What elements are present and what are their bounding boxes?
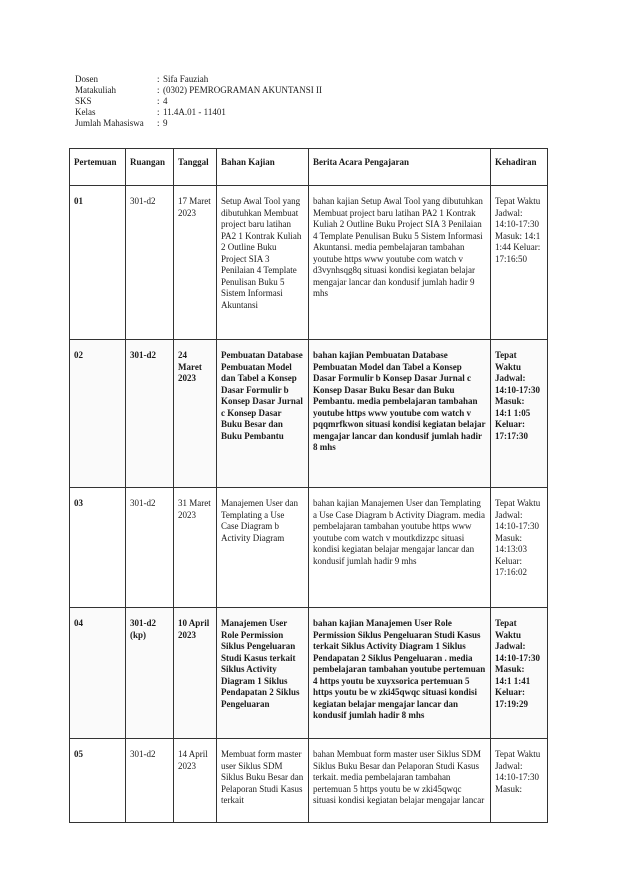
- meta-separator: :: [157, 107, 160, 117]
- table-row: [70, 608, 548, 739]
- table-row: [70, 739, 548, 823]
- cell-pertemuan: 05: [70, 739, 126, 823]
- meta-label: Jumlah Mahasiswa: [75, 118, 144, 128]
- cell-kehadiran: Tepat Waktu Jadwal: 14:10-17:30 Masuk: 14:1 1:05 Keluar: 17:17:30: [491, 340, 548, 488]
- cell-bahan-kajian: Manajemen User Role Permission Siklus Pengeluaran Studi Kasus terkait Siklus Activity Diagram 1 Siklus Pendapatan 2 Siklus Pengeluaran: [217, 608, 309, 739]
- cell-pertemuan: 03: [70, 488, 126, 608]
- table-row: [70, 488, 548, 608]
- cell-bahan-kajian: Manajemen User dan Templating a Use Case Diagram b Activity Diagram: [217, 488, 309, 608]
- meta-row-kelas: [75, 107, 322, 118]
- meta-label: Dosen: [75, 74, 98, 84]
- header-berita-acara: Berita Acara Pengajaran: [309, 149, 491, 186]
- cell-berita-acara: bahan kajian Manajemen User Role Permission Siklus Pengeluaran Studi Kasus terkait Siklus Activity Diagram 1 Siklus Pendapatan 2 Siklus Pengeluaran . media pembelajaran tambahan youtube pertemuan 4 https youtu be xuyxsorica pertemuan 5 https youtu be w zki45qwqc situasi kondisi kegiatan belajar mengajar lancar dan kondusif jumlah hadir 8 mhs: [309, 608, 491, 739]
- table-header-row: [70, 149, 548, 186]
- meta-label: Matakuliah: [75, 85, 116, 95]
- meta-row-sks: [75, 96, 322, 107]
- cell-tanggal: 24 Maret 2023: [174, 340, 217, 488]
- cell-tanggal: 17 Maret 2023: [174, 186, 217, 340]
- cell-ruangan: 301-d2: [126, 340, 174, 488]
- cell-berita-acara: bahan kajian Manajemen User dan Templating a Use Case Diagram b Activity Diagram. media pembelajaran tambahan youtube https www youtube com watch v moutkdizzpc situasi kondisi kegiatan belajar mengajar lancar dan kondusif jumlah hadir 9 mhs: [309, 488, 491, 608]
- meta-separator: :: [157, 74, 160, 84]
- header-pertemuan: Pertemuan: [70, 149, 126, 186]
- cell-bahan-kajian: Membuat form master user Siklus SDM Siklus Buku Besar dan Pelaporan Studi Kasus terkait: [217, 739, 309, 823]
- cell-berita-acara: bahan kajian Setup Awal Tool yang dibutuhkan Membuat project baru latihan PA2 1 Kontrak Kuliah 2 Outline Buku Project SIA 3 Penilaian 4 Template Penulisan Buku 5 Sistem Informasi Akuntansi. media pembelajaran tambahan youtube https www youtube com watch v d3vynhsqg8q situasi kondisi kegiatan belajar mengajar lancar dan kondusif jumlah hadir 9 mhs: [309, 186, 491, 340]
- cell-kehadiran: Tepat Waktu Jadwal: 14:10-17:30 Masuk: 14:1 1:41 Keluar: 17:19:29: [491, 608, 548, 739]
- cell-bahan-kajian: Setup Awal Tool yang dibutuhkan Membuat project baru latihan PA2 1 Kontrak Kuliah 2 Outline Buku Project SIA 3 Penilaian 4 Template Penulisan Buku 5 Sistem Informasi Akuntansi: [217, 186, 309, 340]
- meta-value: (0302) PEMROGRAMAN AKUNTANSI II: [163, 85, 323, 95]
- cell-ruangan: 301-d2: [126, 488, 174, 608]
- table-row: [70, 186, 548, 340]
- header-tanggal: Tanggal: [174, 149, 217, 186]
- cell-ruangan: 301-d2: [126, 186, 174, 340]
- cell-ruangan: 301-d2 (kp): [126, 608, 174, 739]
- cell-pertemuan: 04: [70, 608, 126, 739]
- cell-kehadiran: Tepat Waktu Jadwal: 14:10-17:30 Masuk: 14:1 1:44 Keluar: 17:16:50: [491, 186, 548, 340]
- cell-pertemuan: 01: [70, 186, 126, 340]
- meta-row-jumlah-mahasiswa: [75, 118, 322, 129]
- table-row: [70, 340, 548, 488]
- cell-kehadiran: Tepat Waktu Jadwal: 14:10-17:30 Masuk:: [491, 739, 548, 823]
- meta-label: Kelas: [75, 107, 96, 117]
- meta-separator: :: [157, 118, 160, 128]
- header-ruangan: Ruangan: [126, 149, 174, 186]
- cell-berita-acara: bahan Membuat form master user Siklus SDM Siklus Buku Besar dan Pelaporan Studi Kasus terkait. media pembelajaran tambahan pertemuan 5 https youtu be w zki45qwqc situasi kondisi kegiatan belajar mengajar lancar: [309, 739, 491, 823]
- cell-bahan-kajian: Pembuatan Database Pembuatan Model dan Tabel a Konsep Dasar Formulir b Konsep Dasar Jurnal c Konsep Dasar Buku Besar dan Buku Pembantu: [217, 340, 309, 488]
- meta-row-matakuliah: [75, 85, 322, 96]
- meta-value: 9: [163, 118, 168, 128]
- cell-tanggal: 14 April 2023: [174, 739, 217, 823]
- cell-berita-acara: bahan kajian Pembuatan Database Pembuatan Model dan Tabel a Konsep Dasar Formulir b Konsep Dasar Jurnal c Konsep Dasar Buku Besar dan Buku Pembantu. media pembelajaran tambahan youtube https www youtube com watch v pqqmrfkwon situasi kondisi kegiatan belajar mengajar lancar dan kondusif jumlah hadir 8 mhs: [309, 340, 491, 488]
- meta-row-dosen: [75, 74, 322, 85]
- meta-label: SKS: [75, 96, 92, 106]
- meta-separator: :: [157, 96, 160, 106]
- attendance-table: [69, 148, 548, 823]
- header-kehadiran: Kehadiran: [491, 149, 548, 186]
- cell-tanggal: 10 April 2023: [174, 608, 217, 739]
- meta-value: Sifa Fauziah: [163, 74, 209, 84]
- cell-pertemuan: 02: [70, 340, 126, 488]
- cell-ruangan: 301-d2: [126, 739, 174, 823]
- course-meta: [75, 74, 322, 129]
- header-bahan-kajian: Bahan Kajian: [217, 149, 309, 186]
- meta-separator: :: [157, 85, 160, 95]
- meta-value: 11.4A.01 - 11401: [163, 107, 226, 117]
- cell-tanggal: 31 Maret 2023: [174, 488, 217, 608]
- cell-kehadiran: Tepat Waktu Jadwal: 14:10-17:30 Masuk: 14:13:03 Keluar: 17:16:02: [491, 488, 548, 608]
- meta-value: 4: [163, 96, 168, 106]
